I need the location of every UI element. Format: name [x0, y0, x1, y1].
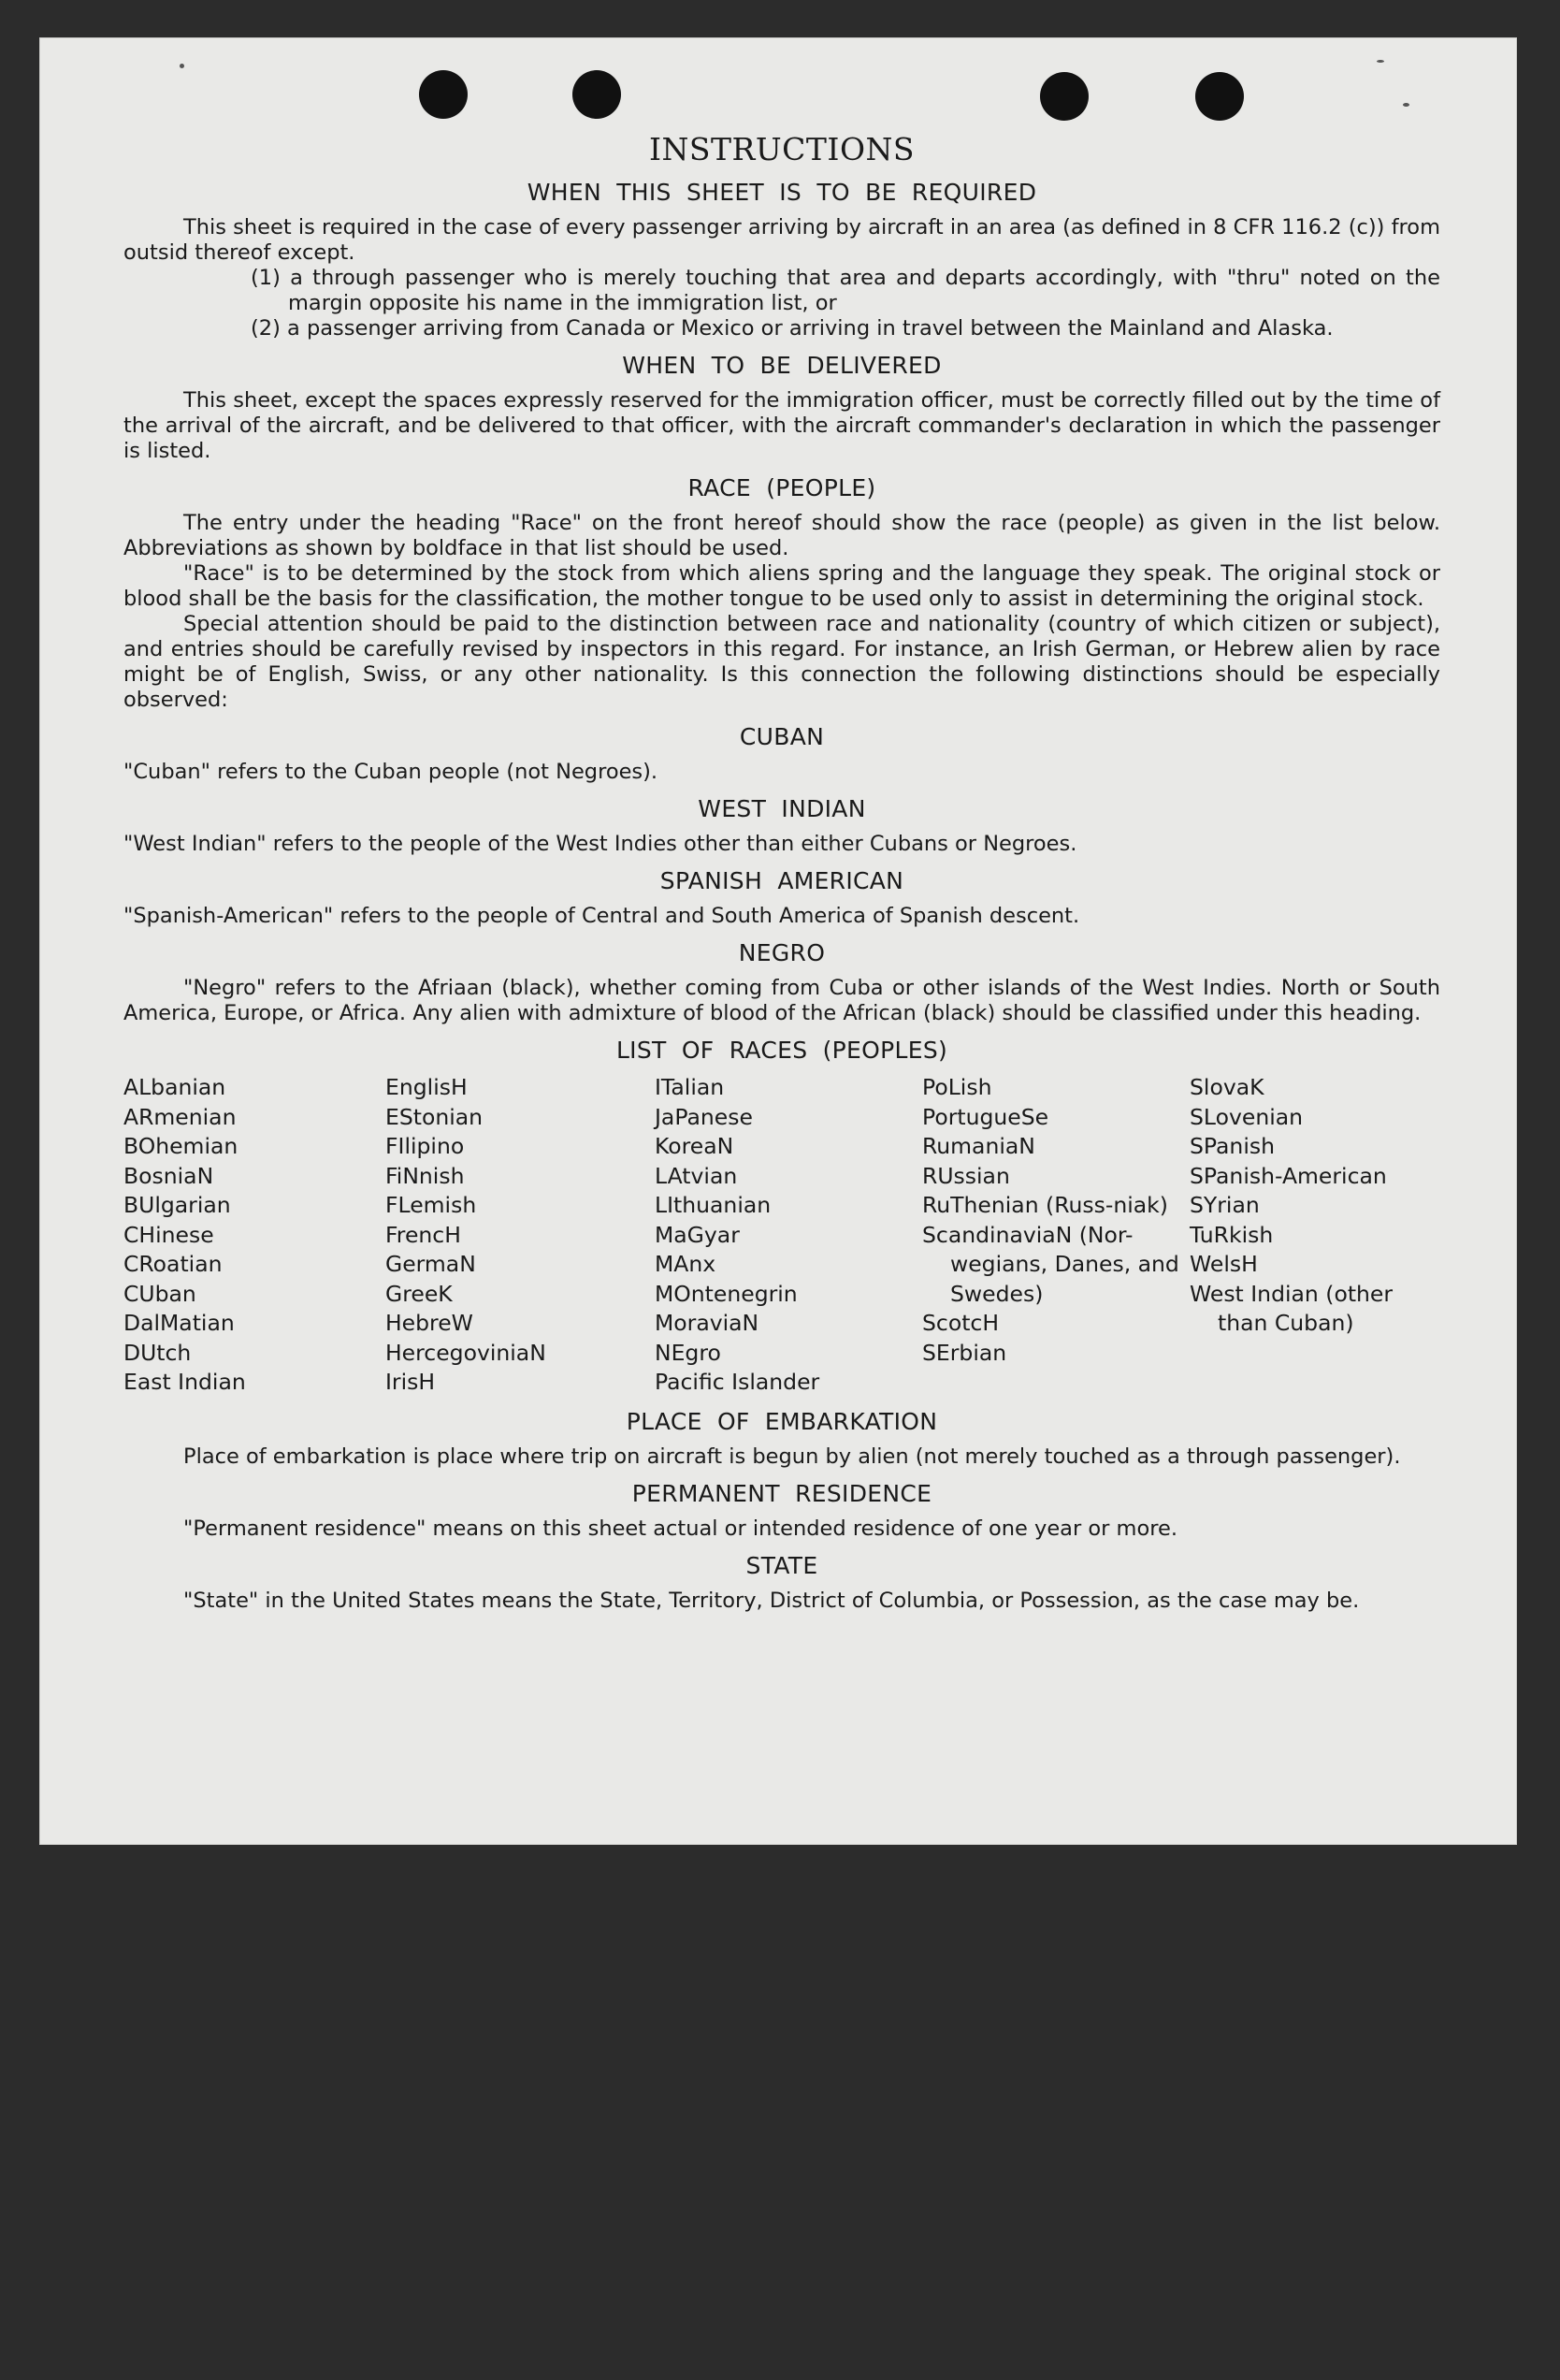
race-entry: GreeK	[385, 1280, 453, 1307]
race-entry: SlovaK	[1190, 1074, 1264, 1100]
races-column-1	[123, 1073, 385, 1398]
heading-west-indian: WEST INDIAN	[698, 795, 866, 822]
race-entry: CUban	[123, 1280, 196, 1307]
heading-place-of-embarkation: PLACE OF EMBARKATION	[626, 1407, 938, 1435]
race-entry: KoreaN	[655, 1133, 734, 1159]
race-entry: IrisH	[385, 1369, 436, 1395]
document-sheet	[39, 37, 1517, 1845]
when-required-intro: This sheet is required in the case of every passenger arriving by aircraft in an area (as defined in 8 CFR 116.2 (c)) from outsid thereof except.	[123, 215, 1440, 265]
when-required-item-2: (2) a passenger arriving from Canada or Mexico or arriving in travel between the Mainland and Alaska.	[251, 316, 1334, 341]
race-entry: SErbian	[922, 1339, 1007, 1366]
punch-hole	[572, 70, 621, 119]
races-column-3	[655, 1073, 922, 1398]
race-entry: FrencH	[385, 1221, 461, 1248]
heading-negro: NEGRO	[738, 939, 826, 966]
when-required-item-1: (1) a through passenger who is merely touching that area and departs accordingly, with "thru" noted on the margin opposite his name in the immigration list, or	[251, 266, 1440, 315]
race-entry: ITalian	[655, 1074, 725, 1100]
race-entry: JaPanese	[655, 1103, 753, 1130]
permanent-residence-text: "Permanent residence" means on this sheet actual or intended residence of one year or more.	[183, 1516, 1177, 1541]
race-entry: HebreW	[385, 1310, 473, 1336]
spanish-american-text: "Spanish-American" refers to the people of Central and South America of Spanish descent.	[123, 904, 1080, 928]
when-delivered-text: This sheet, except the spaces expressly reserved for the immigration officer, must be correctly filled out by the time of the arrival of the aircraft, and be delivered to that officer, with the aircraft commander's declaration in which the passenger is listed.	[123, 388, 1440, 463]
negro-text: "Negro" refers to the Afriaan (black), whether coming from Cuba or other islands of the West Indies. North or South America, Europe, or Africa. Any alien with admixture of blood of the African (black) should be classified under this heading.	[123, 976, 1440, 1025]
heading-spanish-american: SPANISH AMERICAN	[659, 867, 904, 894]
race-entry: SPanish-American	[1190, 1162, 1387, 1189]
race-entry: CHinese	[123, 1221, 214, 1248]
race-entry: ALbanian	[123, 1074, 226, 1100]
race-entry: WelsH	[1190, 1251, 1258, 1277]
state-text: "State" in the United States means the State, Territory, District of Columbia, or Possession, as the case may be.	[183, 1588, 1360, 1613]
heading-race: RACE (PEOPLE)	[687, 474, 876, 501]
race-entry: DUtch	[123, 1339, 192, 1366]
race-entry: MaGyar	[655, 1221, 740, 1248]
speck	[1403, 103, 1409, 107]
race-paragraph-1: The entry under the heading "Race" on the front hereof should show the race (people) as given in the list below. Abbreviations as shown by boldface in that list should be used.	[123, 511, 1440, 560]
west-indian-text: "West Indian" refers to the people of the West Indies other than either Cubans or Negroes.	[123, 832, 1077, 856]
race-entry: SYrian	[1190, 1192, 1260, 1218]
race-entry: SLovenian	[1190, 1103, 1304, 1130]
race-entry: PoLish	[922, 1074, 992, 1100]
cuban-text: "Cuban" refers to the Cuban people (not Negroes).	[123, 760, 658, 784]
race-entry: MAnx	[655, 1251, 716, 1277]
race-entry: HercegoviniaN	[385, 1339, 546, 1366]
punch-hole	[1195, 72, 1244, 121]
race-entry: West Indian (other than Cuban)	[1190, 1280, 1394, 1336]
race-entry: East Indian	[123, 1369, 246, 1395]
race-entry: LAtvian	[655, 1162, 738, 1189]
race-entry: DalMatian	[123, 1310, 235, 1336]
races-column-4	[922, 1073, 1190, 1398]
race-entry: EnglisH	[385, 1074, 468, 1100]
race-entry: MoraviaN	[655, 1310, 759, 1336]
instructions-content	[123, 131, 1440, 1614]
speck	[1377, 60, 1384, 63]
race-entry: BOhemian	[123, 1133, 238, 1159]
race-entry: ScandinaviaN (Nor-wegians, Danes, and Swedes)	[922, 1221, 1179, 1307]
race-entry: BUlgarian	[123, 1192, 231, 1218]
race-entry: GermaN	[385, 1251, 476, 1277]
race-entry: FiNnish	[385, 1162, 465, 1189]
race-paragraph-3: Special attention should be paid to the distinction between race and nationality (country of which citizen or subject), and entries should be carefully revised by inspectors in this regard. For instance, an Irish German, or Hebrew alien by race might be of English, Swiss, or any other nationality. Is this connection the following distinctions should be especially observed:	[123, 612, 1440, 712]
race-entry: FLemish	[385, 1192, 477, 1218]
page-title: INSTRUCTIONS	[648, 131, 916, 167]
races-column-5	[1190, 1073, 1440, 1398]
race-entry: PortugueSe	[922, 1103, 1049, 1130]
heading-cuban: CUBAN	[739, 723, 825, 750]
punch-hole	[419, 70, 468, 119]
race-entry: RumaniaN	[922, 1133, 1035, 1159]
race-entry: MOntenegrin	[655, 1280, 798, 1307]
race-entry: ScotcH	[922, 1310, 1000, 1336]
race-entry: EStonian	[385, 1103, 484, 1130]
heading-state: STATE	[745, 1551, 818, 1579]
race-entry: LIthuanian	[655, 1192, 772, 1218]
place-of-embarkation-text: Place of embarkation is place where trip on aircraft is begun by alien (not merely touched as a through passenger).	[183, 1444, 1401, 1469]
heading-when-required: WHEN THIS SHEET IS TO BE REQUIRED	[527, 179, 1037, 206]
race-entry: Pacific Islander	[655, 1369, 820, 1395]
race-entry: BosniaN	[123, 1162, 214, 1189]
heading-list-of-races: LIST OF RACES (PEOPLES)	[615, 1037, 948, 1064]
heading-when-delivered: WHEN TO BE DELIVERED	[622, 352, 942, 379]
race-entry: SPanish	[1190, 1133, 1275, 1159]
race-entry: FIlipino	[385, 1133, 465, 1159]
race-entry: TuRkish	[1190, 1221, 1274, 1248]
race-entry: ARmenian	[123, 1103, 237, 1130]
race-entry: RuThenian (Russ-niak)	[922, 1192, 1168, 1218]
punch-hole	[1040, 72, 1089, 121]
races-column-2	[385, 1073, 655, 1398]
race-entry: RUssian	[922, 1162, 1010, 1189]
speck	[180, 64, 184, 68]
races-list	[123, 1073, 1440, 1398]
race-entry: NEgro	[655, 1339, 721, 1366]
heading-permanent-residence: PERMANENT RESIDENCE	[631, 1479, 932, 1507]
race-entry: CRoatian	[123, 1251, 223, 1277]
race-paragraph-2: "Race" is to be determined by the stock from which aliens spring and the language they speak. The original stock or blood shall be the basis for the classification, the mother tongue to be used only to assist in determining the original stock.	[123, 561, 1440, 611]
